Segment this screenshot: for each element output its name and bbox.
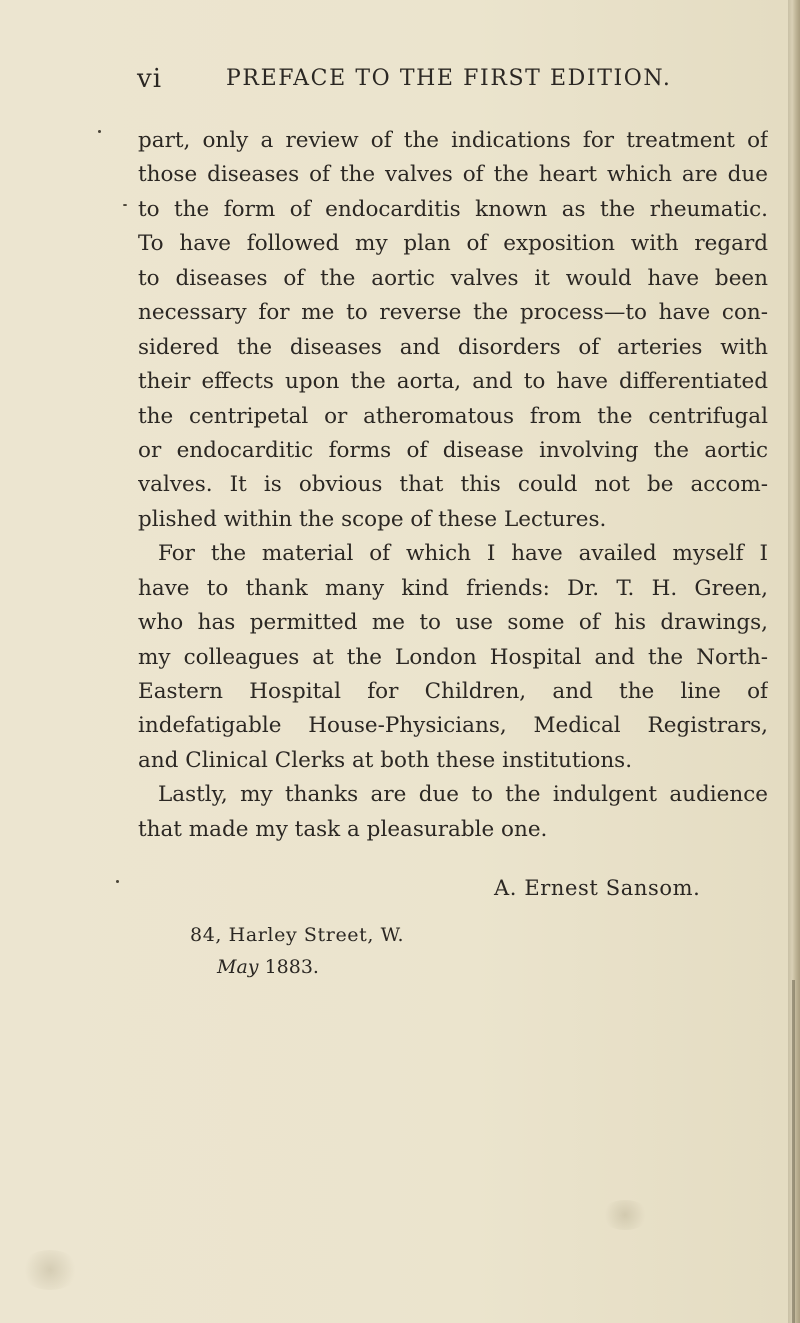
text-line: part, only a review of the indications for treatment of: [138, 128, 768, 153]
page-edge: [788, 0, 800, 1323]
text-line: their effects upon the aorta, and to have differentiated: [138, 369, 768, 395]
text-line: to the form of endocarditis known as the rheumatic.: [138, 196, 768, 222]
text-line: sidered the diseases and disorders of arteries with: [138, 334, 768, 360]
text-line: and Clinical Clerks at both these institutions.: [138, 747, 633, 773]
text-line: those diseases of the valves of the heart which are due: [138, 162, 768, 188]
text-line: who has permitted me to use some of his drawings,: [138, 610, 768, 636]
text-line: valves. It is obvious that this could not be accom-: [138, 472, 768, 498]
text-line: indefatigable House-Physicians, Medical Registrars,: [138, 713, 768, 739]
text-line: or endocarditic forms of disease involving the aortic: [138, 437, 768, 463]
text-line: the centripetal or atheromatous from the centrifugal: [138, 403, 768, 429]
text-line: my colleagues at the London Hospital and the North-: [138, 644, 768, 670]
date-year: 1883.: [264, 956, 319, 978]
paper-speck: [116, 880, 119, 883]
page-header: [0, 64, 788, 104]
text-line: plished within the scope of these Lectures.: [138, 506, 607, 532]
text-line: necessary for me to reverse the process—to have con-: [138, 300, 768, 326]
date-month: May: [217, 956, 259, 978]
paper-smudge: [20, 1250, 80, 1290]
page-number: vi: [137, 64, 163, 94]
paper-speck: [123, 204, 127, 206]
text-line: have to thank many kind friends: Dr. T. H. Green,: [138, 575, 768, 601]
text-line: Eastern Hospital for Children, and the line of: [138, 679, 768, 704]
text-line: Lastly, my thanks are due to the indulgent audience: [158, 782, 768, 808]
text-line: that made my task a pleasurable one.: [138, 816, 548, 842]
text-line: For the material of which I have availed myself I: [158, 541, 768, 567]
text-line: To have followed my plan of exposition with regard: [138, 231, 768, 257]
text-line: to diseases of the aortic valves it would have been: [138, 265, 768, 291]
preface-date: [217, 956, 319, 978]
paper-speck: [98, 130, 101, 133]
preface-body: [138, 124, 768, 847]
author-address: 84, Harley Street, W.: [190, 924, 405, 946]
running-head: PREFACE TO THE FIRST EDITION.: [226, 66, 672, 91]
author-signature: A. Ernest Sansom.: [494, 876, 701, 900]
paper-smudge: [600, 1200, 650, 1230]
